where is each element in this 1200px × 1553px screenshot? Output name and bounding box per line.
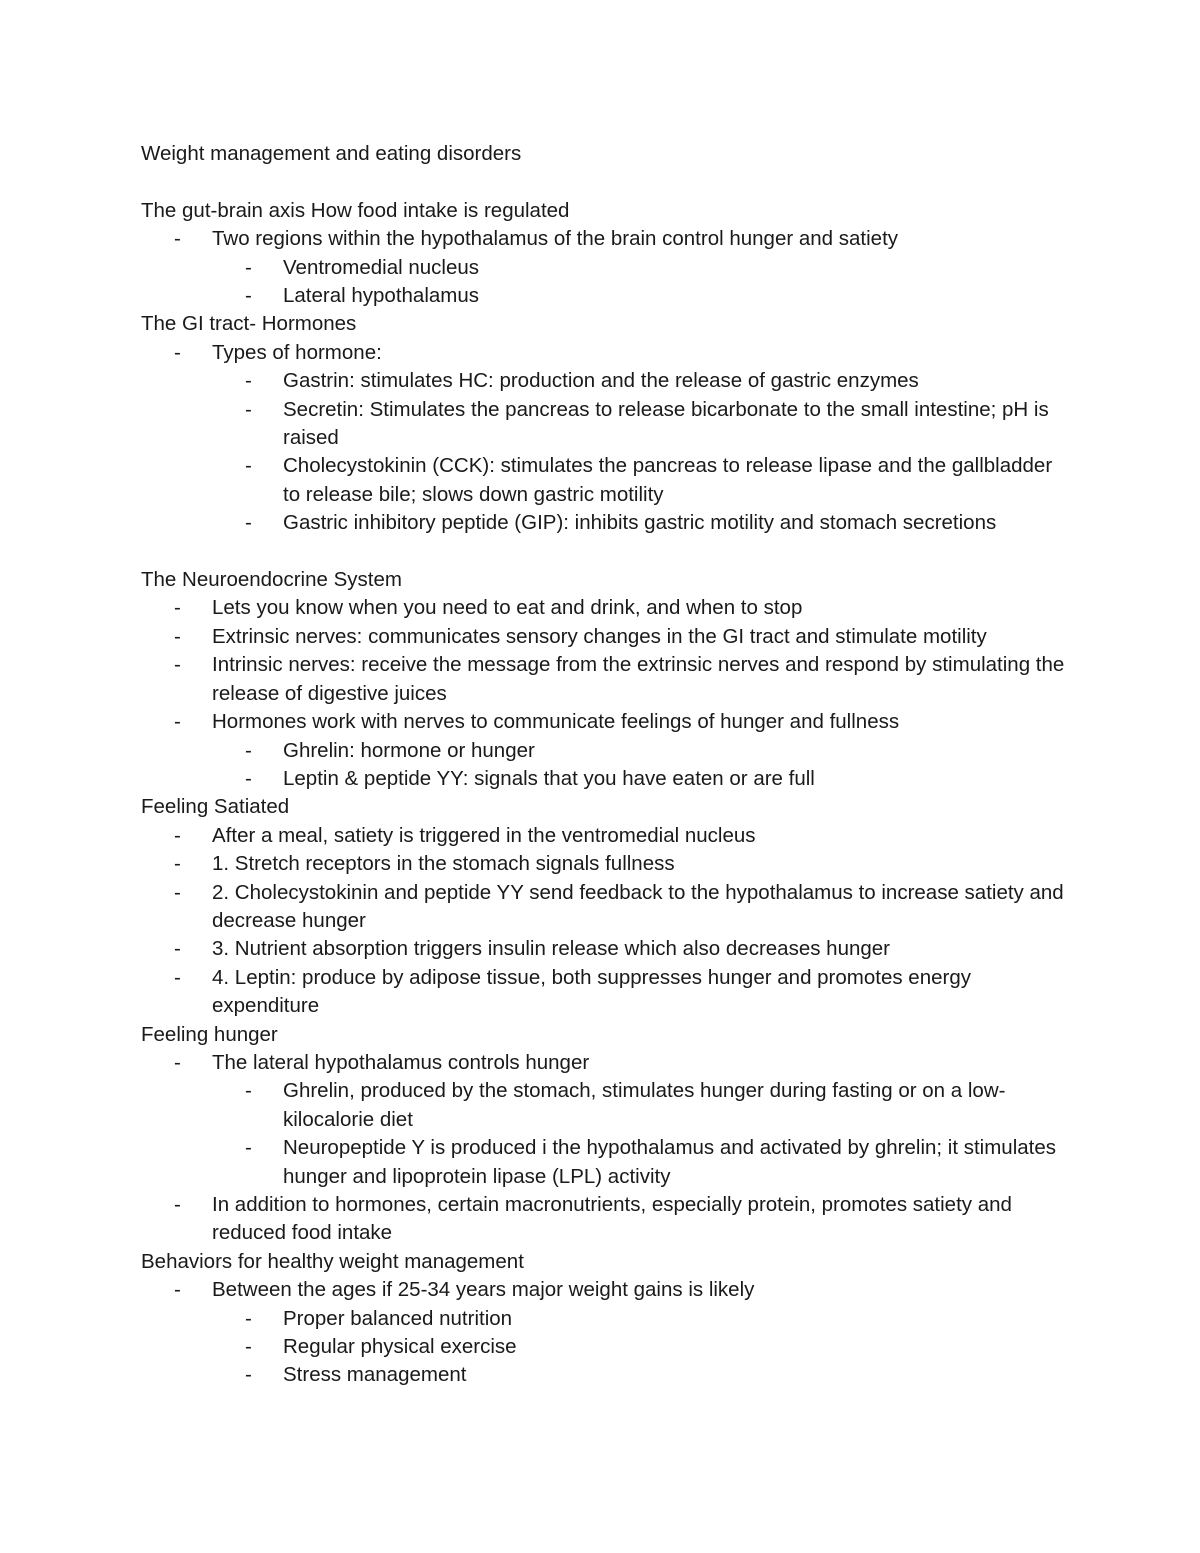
dash-marker: - <box>174 1050 181 1074</box>
bullet-text: Types of hormone: <box>212 340 382 364</box>
dash-marker: - <box>245 1335 252 1359</box>
sub-bullet-item <box>141 1333 1071 1361</box>
bullet-text: Intrinsic nerves: receive the message from the extrinsic nerves and respond by stimulating the release of digestive juices <box>212 653 1065 705</box>
bullet-text: The lateral hypothalamus controls hunger <box>212 1050 590 1074</box>
bullet-text: 1. Stretch receptors in the stomach signals fullness <box>212 852 675 876</box>
bullet-item <box>141 708 1071 736</box>
dash-marker: - <box>245 1079 252 1103</box>
section-heading: Feeling hunger <box>141 1022 278 1046</box>
bullet-text: Lateral hypothalamus <box>283 284 480 308</box>
bullet-text: Regular physical exercise <box>283 1335 517 1359</box>
bullet-item <box>141 964 1071 1021</box>
section-heading: The GI tract- Hormones <box>141 312 357 336</box>
dash-marker: - <box>245 397 252 421</box>
dash-marker: - <box>174 596 181 620</box>
sub-bullet-item <box>141 452 1071 509</box>
bullet-text: Neuropeptide Y is produced i the hypothalamus and activated by ghrelin; it stimulates hunger and lipoprotein lipase (LPL) activity <box>283 1136 1057 1188</box>
dash-marker: - <box>174 965 181 989</box>
dash-marker: - <box>245 766 252 790</box>
bullet-text: Hormones work with nerves to communicate feelings of hunger and fullness <box>212 710 900 734</box>
blank-line <box>141 168 1071 196</box>
dash-marker: - <box>174 624 181 648</box>
document-page <box>141 140 1071 1390</box>
sub-bullet-item <box>141 765 1071 793</box>
bullet-text: Two regions within the hypothalamus of the brain control hunger and satiety <box>212 227 899 251</box>
section-heading: Behaviors for healthy weight management <box>141 1249 524 1273</box>
dash-marker: - <box>245 1306 252 1330</box>
sub-bullet-item <box>141 254 1071 282</box>
bullet-text: 3. Nutrient absorption triggers insulin release which also decreases hunger <box>212 937 891 961</box>
sub-bullet-item <box>141 282 1071 310</box>
bullet-item <box>141 1276 1071 1304</box>
dash-marker: - <box>174 823 181 847</box>
dash-marker: - <box>174 1278 181 1302</box>
bullet-item <box>141 651 1071 708</box>
bullet-text: Lets you know when you need to eat and drink, and when to stop <box>212 596 803 620</box>
bullet-item <box>141 1191 1071 1248</box>
dash-marker: - <box>174 653 181 677</box>
bullet-item <box>141 935 1071 963</box>
bullet-text: Proper balanced nutrition <box>283 1306 513 1330</box>
dash-marker: - <box>245 284 252 308</box>
dash-marker: - <box>245 255 252 279</box>
bullet-item <box>141 822 1071 850</box>
sub-bullet-item <box>141 367 1071 395</box>
section-heading: The Neuroendocrine System <box>141 568 402 592</box>
section-heading: The gut-brain axis How food intake is regulated <box>141 198 570 222</box>
bullet-text: 4. Leptin: produce by adipose tissue, both suppresses hunger and promotes energy expenditure <box>212 965 971 1018</box>
sub-bullet-item <box>141 509 1071 537</box>
bullet-text: After a meal, satiety is triggered in the ventromedial nucleus <box>212 823 756 847</box>
bullet-text: Gastric inhibitory peptide (GIP): inhibits gastric motility and stomach secretions <box>283 511 997 535</box>
dash-marker: - <box>174 227 181 251</box>
section-heading: Feeling Satiated <box>141 795 290 819</box>
dash-marker: - <box>245 1363 252 1387</box>
bullet-text: Leptin & peptide YY: signals that you have eaten or are full <box>283 766 815 790</box>
dash-marker: - <box>245 369 252 393</box>
bullet-text: Extrinsic nerves: communicates sensory changes in the GI tract and stimulate motility <box>212 624 987 648</box>
bullet-text: Gastrin: stimulates HC: production and the release of gastric enzymes <box>283 369 919 393</box>
bullet-text: Ghrelin, produced by the stomach, stimulates hunger during fasting or on a low-kilocalorie diet <box>283 1079 1006 1131</box>
dash-marker: - <box>174 710 181 734</box>
dash-marker: - <box>245 511 252 535</box>
bullet-text: Secretin: Stimulates the pancreas to release bicarbonate to the small intestine; pH is raised <box>283 397 1049 450</box>
document-title: Weight management and eating disorders <box>141 142 522 165</box>
bullet-item <box>141 339 1071 367</box>
bullet-item <box>141 594 1071 622</box>
bullet-text: Stress management <box>283 1363 467 1387</box>
bullet-item <box>141 850 1071 878</box>
bullet-item <box>141 623 1071 651</box>
dash-marker: - <box>245 1136 252 1160</box>
bullet-item <box>141 879 1071 936</box>
bullet-text: Between the ages if 25-34 years major weight gains is likely <box>212 1278 755 1302</box>
dash-marker: - <box>174 1193 181 1216</box>
sub-bullet-item <box>141 1077 1071 1134</box>
bullet-item <box>141 225 1071 253</box>
dash-marker: - <box>174 852 181 876</box>
bullet-item <box>141 1049 1071 1077</box>
sub-bullet-item <box>141 1361 1071 1389</box>
bullet-text: In addition to hormones, certain macronutrients, especially protein, promotes satiety and reduced food intake <box>212 1193 1012 1245</box>
bullet-text: 2. Cholecystokinin and peptide YY send feedback to the hypothalamus to increase satiety and decrease hunger <box>212 880 1064 932</box>
dash-marker: - <box>174 340 181 364</box>
blank-line <box>141 538 1071 566</box>
sub-bullet-item <box>141 396 1071 453</box>
dash-marker: - <box>174 937 181 961</box>
bullet-text: Ventromedial nucleus <box>283 255 480 279</box>
dash-marker: - <box>245 738 252 762</box>
sub-bullet-item <box>141 1134 1071 1191</box>
bullet-text: Ghrelin: hormone or hunger <box>283 738 535 762</box>
dash-marker: - <box>174 880 181 904</box>
sub-bullet-item <box>141 1305 1071 1333</box>
bullet-text: Cholecystokinin (CCK): stimulates the pancreas to release lipase and the gallbladder to release bile; slows down gastric motility <box>283 454 1053 506</box>
dash-marker: - <box>245 454 252 478</box>
sub-bullet-item <box>141 737 1071 765</box>
